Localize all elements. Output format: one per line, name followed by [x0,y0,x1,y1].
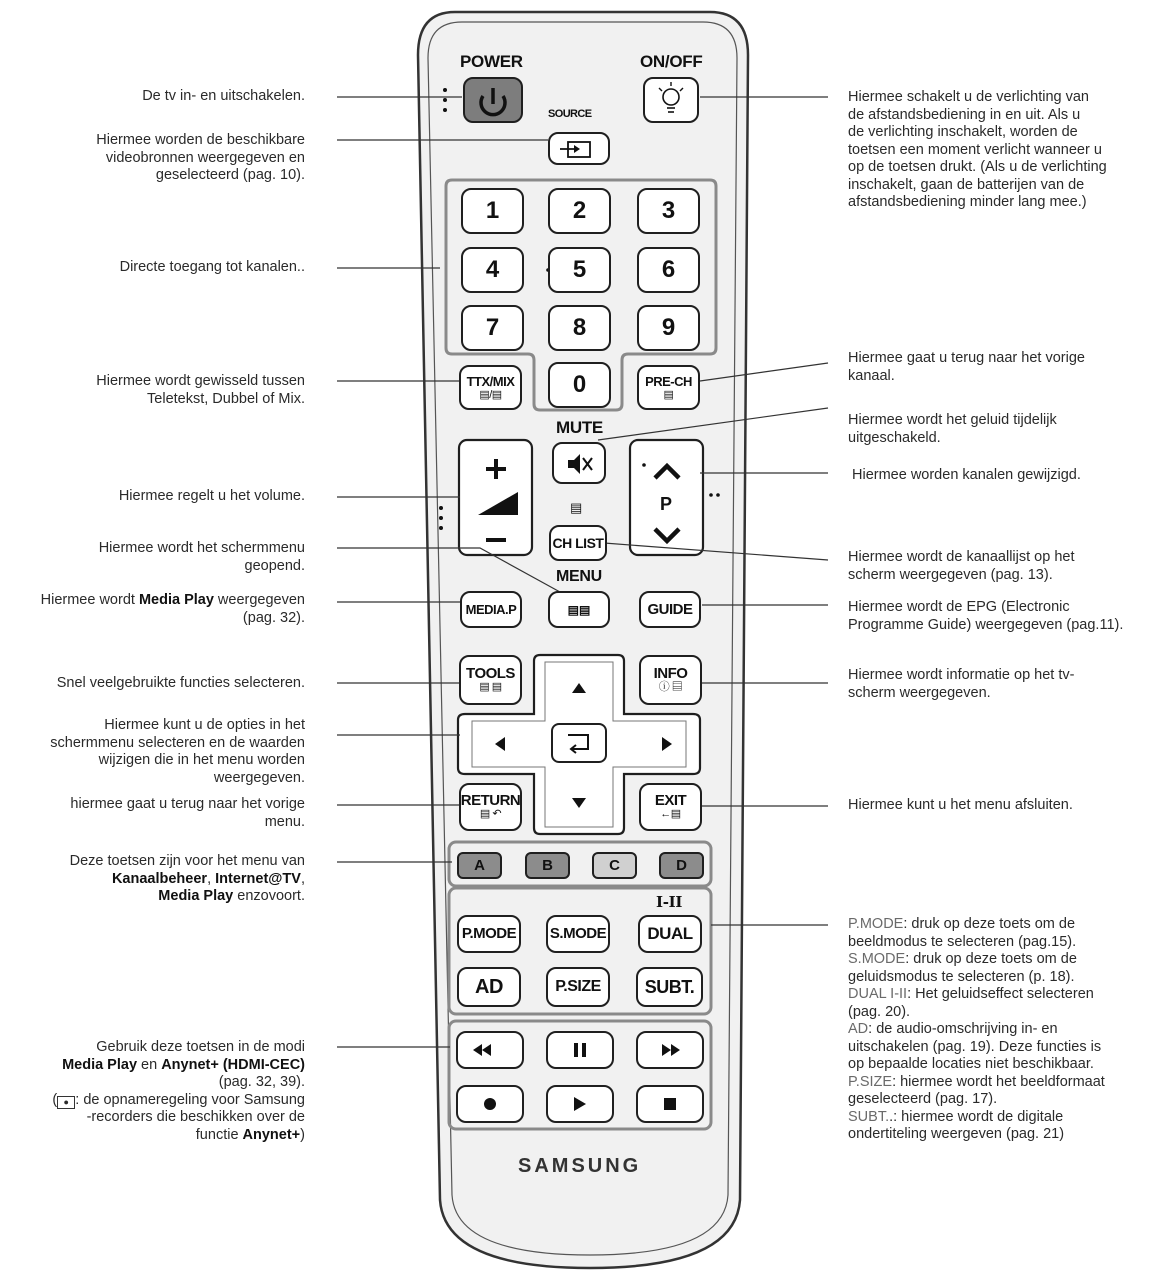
annotation-channel: Hiermee worden kanalen gewijzigd. [852,467,1081,483]
channel-p-label: P [660,494,672,514]
ttx-mix-button[interactable] [459,365,522,410]
onoff-button[interactable] [643,77,699,123]
p-size-button[interactable]: P.SIZE [546,967,610,1007]
exit-button[interactable] [639,783,702,831]
pause-button[interactable] [546,1031,614,1069]
color-key-d[interactable]: D [659,852,704,879]
number-button-0[interactable]: 0 [548,362,611,408]
onoff-label: ON/OFF [640,52,703,71]
ad-button[interactable]: AD [457,967,521,1007]
info-label: INFO [653,665,688,682]
rewind-button[interactable] [456,1031,524,1069]
chlist-top-icon: ▤ [570,500,583,515]
return-label: RETURN [460,792,521,809]
pre-ch-icon: ▤ [663,388,674,401]
annotation-volume: Hiermee regelt u het volume. [118,488,305,504]
mute-button[interactable] [552,442,606,484]
annotation-guide: Hiermee wordt de EPG (Electronic Programme Guide) weergegeven (pag.11). [848,599,1124,633]
brand-logo: SAMSUNG [518,1155,642,1177]
annotation-navigation: Hiermee kunt u de opties in het schermmenu selecteren en de waarden wijzigen die in het menu worden weergegeven. [50,717,305,786]
record-button[interactable] [456,1085,524,1123]
pre-ch-button[interactable] [637,365,700,410]
number-button-7[interactable]: 7 [461,305,524,351]
info-icon: ⓘ ▤ [658,681,683,693]
number-button-8[interactable]: 8 [548,305,611,351]
annotation-ttx: Hiermee wordt gewisseld tussen Teletekst, Dubbel of Mix. [96,373,305,407]
number-button-4[interactable]: 4 [461,247,524,293]
menu-label: MENU [556,568,602,585]
annotation-numbers: Directe toegang tot kanalen.. [119,259,305,275]
fast-forward-button[interactable] [636,1031,704,1069]
media-p-button[interactable]: MEDIA.P [460,591,522,628]
exit-label: EXIT [654,792,687,809]
tools-icon: ▤ ▤ [479,681,502,693]
power-label: POWER [460,52,523,71]
annotation-modes: P.MODE: druk op deze toets om de beeldmodus te selecteren (pag.15). S.MODE: druk op deze toets om de geluidsmodus te selecteren (p. 18). DUAL I-II: Het geluidseffect selecteren (pag. 20). AD: de audio-omschrijving in- en uitschakelen (pag. 19). Deze functies is op bepaalde locaties niet beschikbaar. P.SIZE: hiermee wordt het beeldformaat geselecteerd (pag. 17). SUBT..: hiermee wordt de digitale ondertiteling weergeven (pag. 21) [848,916,1105,1142]
dual-button[interactable]: DUAL [638,915,702,953]
number-button-2[interactable]: 2 [548,188,611,234]
power-button[interactable] [463,77,523,123]
annotation-menu: Hiermee wordt het schermmenu geopend. [98,540,305,574]
play-button[interactable] [546,1085,614,1123]
ttx-icon: ▤/▤ [479,388,502,401]
enter-button [552,724,606,762]
annotation-power: De tv in- en uitschakelen. [142,88,305,104]
annotation-media-play: Hiermee wordt Media Play weergegeven (pag. 32). [40,592,305,626]
annotation-info: Hiermee wordt informatie op het tv- scherm weergegeven. [848,667,1075,701]
tools-button[interactable] [459,655,522,705]
exit-icon: ←▤ [660,808,681,820]
number-button-6[interactable]: 6 [637,247,700,293]
menu-button[interactable]: ▤▤ [548,591,610,628]
annotation-tools: Snel veelgebruikte functies selecteren. [56,675,305,691]
number-button-5[interactable]: 5 [548,247,611,293]
annotation-exit: Hiermee kunt u het menu afsluiten. [848,797,1073,813]
source-label: SOURCE [548,108,592,120]
number-button-3[interactable]: 3 [637,188,700,234]
volume-rocker [459,440,532,555]
annotation-ch-list: Hiermee wordt de kanaallijst op het scherm weergegeven (pag. 13). [848,549,1075,583]
annotation-playback: Gebruik deze toetsen in de modi Media Play en Anynet+ (HDMI-CEC) (pag. 32, 39). ( ● : de opnameregeling voor Samsung -recorders die beschikken over de functie Anynet+) [52,1039,305,1143]
ch-list-button[interactable]: CH LIST [549,525,607,561]
return-icon: ▤ ↶ [479,808,502,820]
ttx-mix-label: TTX/MIX [466,373,515,389]
stop-button[interactable] [636,1085,704,1123]
source-button[interactable] [548,132,610,165]
annotation-mute: Hiermee wordt het geluid tijdelijk uitgeschakeld. [848,412,1057,446]
tools-label: TOOLS [466,665,515,682]
color-key-b[interactable]: B [525,852,570,879]
record-symbol-icon: ● [57,1096,75,1109]
color-key-a[interactable]: A [457,852,502,879]
annotation-return: hiermee gaat u terug naar het vorige menu. [70,796,305,830]
return-button[interactable] [459,783,522,831]
mute-label: MUTE [556,418,603,437]
p-mode-button[interactable]: P.MODE [457,915,521,953]
info-button[interactable] [639,655,702,705]
number-button-9[interactable]: 9 [637,305,700,351]
s-mode-button[interactable]: S.MODE [546,915,610,953]
pre-ch-label: PRE-CH [645,373,692,389]
annotation-color-keys: Deze toetsen zijn voor het menu van Kanaalbeheer, Internet@TV, Media Play enzovoort. [69,853,305,904]
number-button-1[interactable]: 1 [461,188,524,234]
annotation-source: Hiermee worden de beschikbare videobronnen weergegeven en geselecteerd (pag. 10). [96,132,305,183]
color-key-c[interactable]: C [592,852,637,879]
dual-symbol-label: I-II [656,893,683,911]
subt-button[interactable]: SUBT. [636,967,703,1007]
annotation-pre-ch: Hiermee gaat u terug naar het vorige kanaal. [848,350,1085,384]
annotation-onoff: Hiermee schakelt u de verlichting van de afstandsbediening in en uit. Als u de verlichting inschakelt, worden de toetsen een moment verlicht wanneer u op de toetsen drukt. (Als u de verlichting inschakelt, gaan de batterijen van de afstandsbediening minder lang mee.) [848,89,1107,210]
guide-button[interactable]: GUIDE [639,591,701,628]
